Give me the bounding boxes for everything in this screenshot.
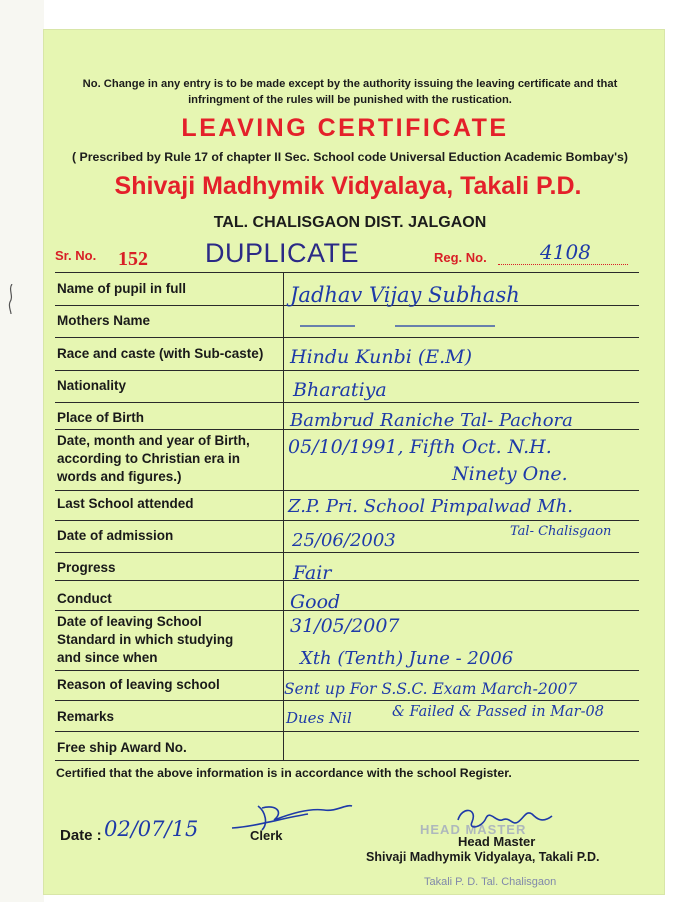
pupil-name-value: Jadhav Vijay Subhash <box>290 283 520 307</box>
dob-words-value: Ninety One. <box>452 463 568 485</box>
conduct-value: Good <box>290 591 341 613</box>
school-stamp-title: HEAD MASTER <box>420 822 527 837</box>
staple-mark <box>8 284 14 314</box>
reason-label: Reason of leaving school <box>57 677 220 692</box>
certified-statement: Certified that the above information is in accordance with the school Register. <box>56 766 512 780</box>
table-rule <box>55 731 639 732</box>
last-school-value: Z.P. Pri. School Pimpalwad Mh. <box>288 496 573 517</box>
notice-line-1: No. Change in any entry is to be made except by the authority issuing the leaving certificate and that <box>82 78 618 90</box>
name-label: Name of pupil in full <box>57 281 186 296</box>
dob-label-line-2: according to Christian era in <box>57 451 241 466</box>
dob-label <box>57 432 250 486</box>
school-name: Shivaji Madhymik Vidyalaya, Takali P.D. <box>114 172 582 200</box>
race-caste-label: Race and caste (with Sub-caste) <box>57 346 264 361</box>
certificate-title: LEAVING CERTIFICATE <box>181 114 509 142</box>
mother-name-label: Mothers Name <box>57 313 151 328</box>
table-rule <box>55 337 639 338</box>
sr-no-value: 152 <box>118 248 148 270</box>
table-rule <box>55 760 639 761</box>
dob-value: 05/10/1991, Fifth Oct. N.H. <box>288 436 552 458</box>
conduct-label: Conduct <box>57 591 112 606</box>
last-school-taluka-value: Tal- Chalisgaon <box>510 524 612 539</box>
dob-label-line-1: Date, month and year of Birth, <box>57 433 250 448</box>
clerk-signature <box>228 798 358 838</box>
remarks-label: Remarks <box>57 709 115 724</box>
race-caste-value: Hindu Kunbi (E.M) <box>290 346 473 368</box>
admission-label: Date of admission <box>57 528 174 543</box>
admission-value: 25/06/2003 <box>292 530 396 551</box>
head-master-signature <box>452 802 562 836</box>
leaving-date-label <box>57 613 233 667</box>
table-rule <box>55 610 639 611</box>
leaving-label-line-2: Standard in which studying <box>57 632 234 647</box>
standard-value: Xth (Tenth) June - 2006 <box>300 648 514 669</box>
reason-value: Sent up For S.S.C. Exam March-2007 <box>284 680 578 698</box>
nationality-label: Nationality <box>57 378 127 393</box>
nationality-value: Bharatiya <box>293 379 387 401</box>
table-rule <box>55 402 639 403</box>
last-school-label: Last School attended <box>57 496 194 511</box>
table-rule <box>55 580 639 581</box>
taluka-district: TAL. CHALISGAON DIST. JALGAON <box>213 214 487 231</box>
sr-no-label: Sr. No. <box>55 248 97 263</box>
head-master-school: Shivaji Madhymik Vidyalaya, Takali P.D. <box>366 850 600 864</box>
clerk-label: Clerk <box>250 828 283 843</box>
duplicate-stamp: DUPLICATE <box>205 238 360 268</box>
table-rule <box>55 700 639 701</box>
leaving-label-line-3: and since when <box>57 650 158 665</box>
progress-label: Progress <box>57 560 116 575</box>
remarks-note-value: & Failed & Passed in Mar-08 <box>392 704 604 720</box>
birthplace-value: Bambrud Raniche Tal- Pachora <box>290 410 573 431</box>
table-rule <box>55 670 639 671</box>
date-value: 02/07/15 <box>104 817 199 841</box>
table-rule <box>55 490 639 491</box>
prescribed-rule-text: ( Prescribed by Rule 17 of chapter II Sec. School code Universal Eduction Academic Bombay's) <box>72 150 628 164</box>
school-stamp-address: Takali P. D. Tal. Chalisgaon <box>424 876 557 888</box>
birthplace-label: Place of Birth <box>57 410 145 425</box>
name-underline-marks <box>300 320 530 332</box>
notice-line-2: infringment of the rules will be punished with the rustication. <box>188 94 512 106</box>
head-master-label: Head Master <box>458 834 536 849</box>
date-label: Date : <box>60 827 102 844</box>
notice-text <box>60 76 640 108</box>
table-rule <box>55 370 639 371</box>
dob-label-line-3: words and figures.) <box>57 469 182 484</box>
reg-no-value: 4108 <box>540 240 591 264</box>
reg-no-underline <box>498 264 628 265</box>
scan-left-margin <box>0 0 44 902</box>
leaving-label-line-1: Date of leaving School <box>57 614 202 629</box>
table-rule <box>55 520 639 521</box>
table-rule <box>55 272 639 273</box>
leaving-date-value: 31/05/2007 <box>290 615 400 637</box>
progress-value: Fair <box>293 562 332 584</box>
remarks-value: Dues Nil <box>286 709 352 727</box>
freeship-label: Free ship Award No. <box>57 740 187 755</box>
table-rule <box>55 552 639 553</box>
reg-no-label: Reg. No. <box>434 250 487 265</box>
